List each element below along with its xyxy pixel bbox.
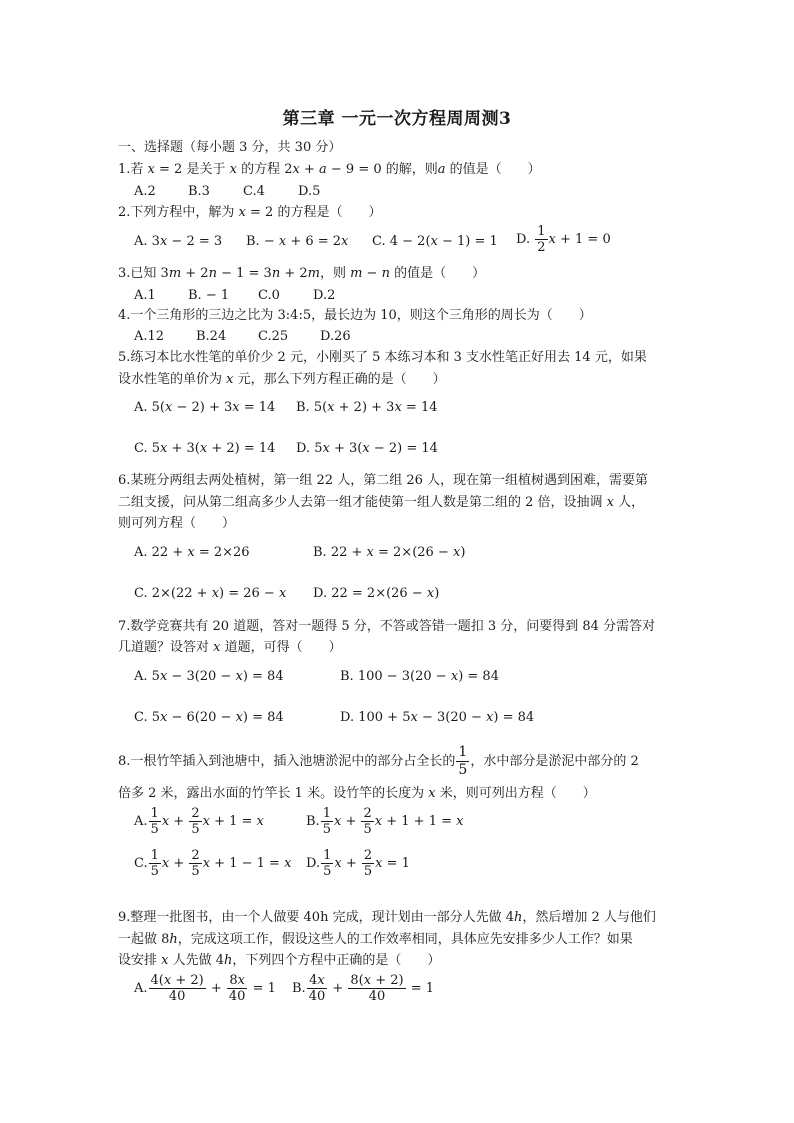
q4-option-b[interactable]: B.24	[196, 329, 227, 344]
q2-option-a[interactable]: A. 3x − 2 = 3	[134, 234, 223, 249]
q1-option-b[interactable]: B.3	[188, 184, 210, 199]
question-9-line-1: 9.整理一批图书，由一个人做要 40h 完成，现计划由一部分人先做 4h，然后增加 2 人与他们	[118, 910, 656, 925]
q5-option-b[interactable]: B. 5(x + 2) + 3x = 14	[296, 400, 438, 415]
question-8-line-1: 8.一根竹竿插入到池塘中，插入池塘淤泥中的部分占全长的 $\frac{1}{5}$ ，水中部分是淤泥中部分的 2	[118, 744, 639, 778]
question-7-line-2: 几道题？设答对 x 道题，可得（ ）	[118, 640, 342, 655]
question-5-line-1: 5.练习本比水性笔的单价少 2 元，小刚买了 5 本练习本和 3 支水性笔正好用去 14 元，如果	[118, 350, 647, 365]
q7-option-d[interactable]: D. 100 + 5x − 3(20 − x) = 84	[340, 710, 535, 725]
question-6-line-3: 则可列方程（ ）	[118, 516, 236, 531]
q6-option-c[interactable]: C. 2×(22 + x) = 26 − x	[134, 586, 287, 601]
question-3: 3.已知 3m + 2n − 1 = 3n + 2m，则 m − n 的值是（ ）	[118, 266, 486, 281]
q1-option-d[interactable]: D.5	[298, 184, 321, 199]
section-heading: 一、选择题（每小题 3 分，共 30 分）	[118, 140, 342, 155]
q7-option-c[interactable]: C. 5x − 6(20 − x) = 84	[134, 710, 284, 725]
q1-option-a[interactable]: A.2	[134, 184, 156, 199]
q2-option-d[interactable]: D. $\frac{1}{2}$ x + 1 = 0	[516, 224, 611, 255]
q9-option-a[interactable]: A. $\frac{4(x + 2)}{40}$ + $\frac{8x}{40}$ = 1	[134, 973, 276, 1004]
q4-option-c[interactable]: C.25	[258, 329, 289, 344]
question-1: 1.若 x = 2 是关于 x 的方程 2x + a − 9 = 0 的解，则a 的值是（ ）	[118, 162, 541, 177]
q2-option-c[interactable]: C. 4 − 2(x − 1) = 1	[372, 234, 498, 249]
q5-option-c[interactable]: C. 5x + 3(x + 2) = 14	[134, 441, 276, 456]
question-9-line-3: 设安排 x 人先做 4h，下列四个方程中正确的是（ ）	[118, 953, 441, 968]
question-7-line-1: 7.数学竞赛共有 20 道题，答对一题得 5 分，不答或答错一题扣 3 分，问要得到 84 分需答对	[118, 619, 656, 634]
q5-option-d[interactable]: D. 5x + 3(x − 2) = 14	[296, 441, 438, 456]
q8-option-a[interactable]: A. $\frac{1}{5}$ x + $\frac{2}{5}$ x + 1 = x	[134, 806, 264, 837]
q4-option-a[interactable]: A.12	[134, 329, 165, 344]
q2-option-b[interactable]: B. − x + 6 = 2x	[246, 234, 349, 249]
question-8-line-2: 倍多 2 米，露出水面的竹竿长 1 米。设竹竿的长度为 x 米，则可列出方程（ ）	[118, 786, 596, 801]
question-6-line-1: 6.某班分两组去两处植树，第一组 22 人，第二组 26 人，现在第一组植树遇到困难，需要第	[118, 473, 649, 488]
q3-option-b[interactable]: B. − 1	[188, 288, 230, 303]
question-5-line-2: 设水性笔的单价为 x 元，那么下列方程正确的是（ ）	[118, 372, 446, 387]
q3-option-c[interactable]: C.0	[258, 288, 280, 303]
question-9-line-2: 一起做 8h，完成这项工作，假设这些人的工作效率相同，具体应先安排多少人工作？如果	[118, 932, 633, 947]
q4-option-d[interactable]: D.26	[320, 329, 351, 344]
q9-option-b[interactable]: B. $\frac{4x}{40}$ + $\frac{8(x + 2)}{40}$ = 1	[292, 973, 435, 1004]
q8-option-b[interactable]: B. $\frac{1}{5}$ x + $\frac{2}{5}$ x + 1 + 1 = x	[306, 806, 464, 837]
q6-option-d[interactable]: D. 22 = 2×(26 − x)	[313, 586, 440, 601]
q6-option-b[interactable]: B. 22 + x = 2×(26 − x)	[313, 545, 466, 560]
q3-option-a[interactable]: A.1	[134, 288, 156, 303]
question-2: 2.下列方程中，解为 x = 2 的方程是（ ）	[118, 205, 382, 220]
q6-option-a[interactable]: A. 22 + x = 2×26	[134, 545, 250, 560]
q5-option-a[interactable]: A. 5(x − 2) + 3x = 14	[134, 400, 276, 415]
q8-option-d[interactable]: D. $\frac{1}{5}$ x + $\frac{2}{5}$ x = 1	[306, 848, 410, 879]
q7-option-a[interactable]: A. 5x − 3(20 − x) = 84	[134, 669, 284, 684]
q7-option-b[interactable]: B. 100 − 3(20 − x) = 84	[340, 669, 499, 684]
q1-option-c[interactable]: C.4	[243, 184, 265, 199]
page-title: 第三章 一元一次方程周周测3	[282, 109, 512, 129]
question-4: 4.一个三角形的三边之比为 3:4:5，最长边为 10，则这个三角形的周长为（ ）	[118, 308, 592, 323]
q3-option-d[interactable]: D.2	[313, 288, 336, 303]
q8-option-c[interactable]: C. $\frac{1}{5}$ x + $\frac{2}{5}$ x + 1 − 1 = x	[134, 848, 292, 879]
question-6-line-2: 二组支援，问从第二组高多少人去第一组才能使第一组人数是第二组的 2 倍，设抽调 x 人，	[118, 495, 645, 510]
